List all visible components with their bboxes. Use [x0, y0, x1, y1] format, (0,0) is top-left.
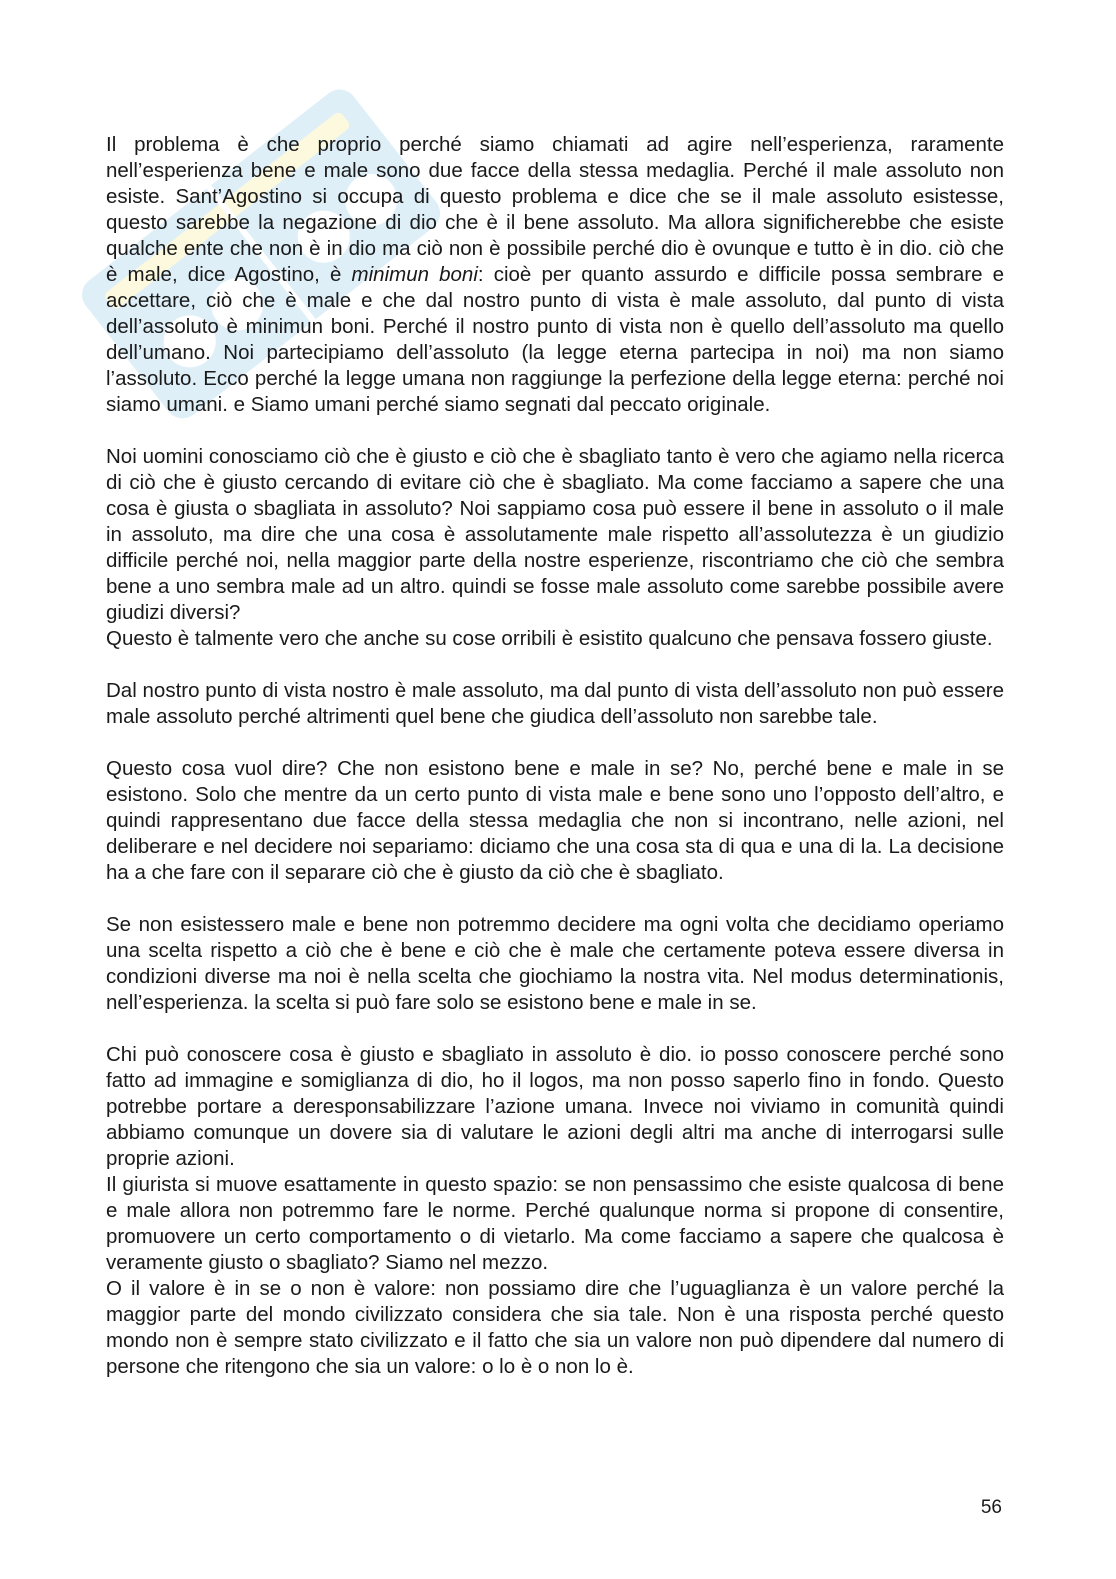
paragraph-agostino-italic: minimun boni	[351, 263, 478, 286]
paragraph-agostino	[106, 132, 1004, 418]
paragraph-scelta: Se non esistessero male e bene non potremmo decidere ma ogni volta che decidiamo operiamo una scelta rispetto a ciò che è bene e ciò che è male che certamente poteva essere diversa in condizioni diverse ma noi è nella scelta che giochiamo la nostra vita. Nel modus determinationis, nell’esperienza. la scelta si può fare solo se esistono bene e male in se.	[106, 913, 1004, 1014]
paragraph-spacer	[106, 652, 1004, 678]
paragraph-agostino-text-1: Il problema è che proprio perché siamo chiamati ad agire nell’esperienza, raramente nell’esperienza bene e male sono due facce della stessa medaglia. Perché il male assoluto non esiste. Sant’Agostino si occupa di questo problema e dice che se il male assoluto esistesse, questo sarebbe la negazione di dio che è il bene assoluto. Ma allora significherebbe che esiste qualche ente che non è in dio ma ciò non è possibile perché dio è ovunque e tutto è in dio. ciò che è male, dice Agostino, è	[106, 133, 1004, 286]
paragraph-agostino-text-2: : cioè per quanto assurdo e difficile possa sembrare e accettare, ciò che è male e che dal nostro punto di vista è male assoluto, dal punto di vista dell’assoluto è minimun boni. Perché il nostro punto di vista non è quello dell’assoluto ma quello dell’umano. Noi partecipiamo dell’assoluto (la legge eterna partecipa in noi) ma non siamo l’assoluto. Ecco perché la legge umana non raggiunge la perfezione della legge eterna: perché noi siamo umani. e Siamo umani perché siamo segnati dal peccato originale.	[106, 263, 1004, 416]
page-number: 56	[980, 1497, 1002, 1518]
paragraph-spacer	[106, 418, 1004, 444]
paragraph-spacer	[106, 886, 1004, 912]
document-body	[106, 132, 1004, 1380]
paragraph-bene-male-in-se: Questo cosa vuol dire? Che non esistono bene e male in se? No, perché bene e male in se esistono. Solo che mentre da un certo punto di vista male e bene sono uno l’opposto dell’altro, e quindi rappresentano due facce della stessa medaglia che non si incontrano, nelle azioni, nel deliberare e nel decidere noi separiamo: diciamo che una cosa sta di qua e una di la. La decisione ha a che fare con il separare ciò che è giusto da ciò che è sbagliato.	[106, 757, 1004, 884]
paragraph-punto-di-vista: Dal nostro punto di vista nostro è male assoluto, ma dal punto di vista dell’assoluto non può essere male assoluto perché altrimenti quel bene che giudica dell’assoluto non sarebbe tale.	[106, 679, 1004, 728]
paragraph-spacer	[106, 1016, 1004, 1042]
paragraph-dio-logos: Chi può conoscere cosa è giusto e sbagliato in assoluto è dio. io posso conoscere perché sono fatto ad immagine e somiglianza di dio, ho il logos, ma non posso saperlo fino in fondo. Questo potrebbe portare a deresponsabilizzare l’azione umana. Invece noi viviamo in comunità quindi abbiamo comunque un dovere sia di valutare le azioni degli altri ma anche di interrogarsi sulle proprie azioni.	[106, 1043, 1004, 1170]
paragraph-spacer	[106, 730, 1004, 756]
paragraph-cose-orribili: Questo è talmente vero che anche su cose orribili è esistito qualcuno che pensava fossero giuste.	[106, 627, 993, 650]
paragraph-giurista: Il giurista si muove esattamente in questo spazio: se non pensassimo che esiste qualcosa di bene e male allora non potremmo fare le norme. Perché qualunque norma si propone di consentire, promuovere un certo comportamento o di vietarlo. Ma come facciamo a sapere che qualcosa è veramente giusto o sbagliato? Siamo nel mezzo.	[106, 1173, 1004, 1274]
paragraph-giusto-sbagliato: Noi uomini conosciamo ciò che è giusto e ciò che è sbagliato tanto è vero che agiamo nella ricerca di ciò che è giusto cercando di evitare ciò che è sbagliato. Ma come facciamo a sapere che una cosa è giusta o sbagliata in assoluto? Noi sappiamo cosa può essere il bene in assoluto o il male in assoluto, ma dire che una cosa è assolutamente male rispetto all’assolutezza è un giudizio difficile perché noi, nella maggior parte della nostre esperienze, riscontriamo che ciò che sembra bene a uno sembra male ad un altro. quindi se fosse male assoluto come sarebbe possibile avere giudizi diversi?	[106, 445, 1004, 624]
paragraph-valore: O il valore è in se o non è valore: non possiamo dire che l’uguaglianza è un valore perché la maggior parte del mondo civilizzato considera che sia tale. Non è una risposta perché questo mondo non è sempre stato civilizzato e il fatto che sia un valore non può dipendere dal numero di persone che ritengono che sia un valore: o lo è o non lo è.	[106, 1277, 1004, 1378]
